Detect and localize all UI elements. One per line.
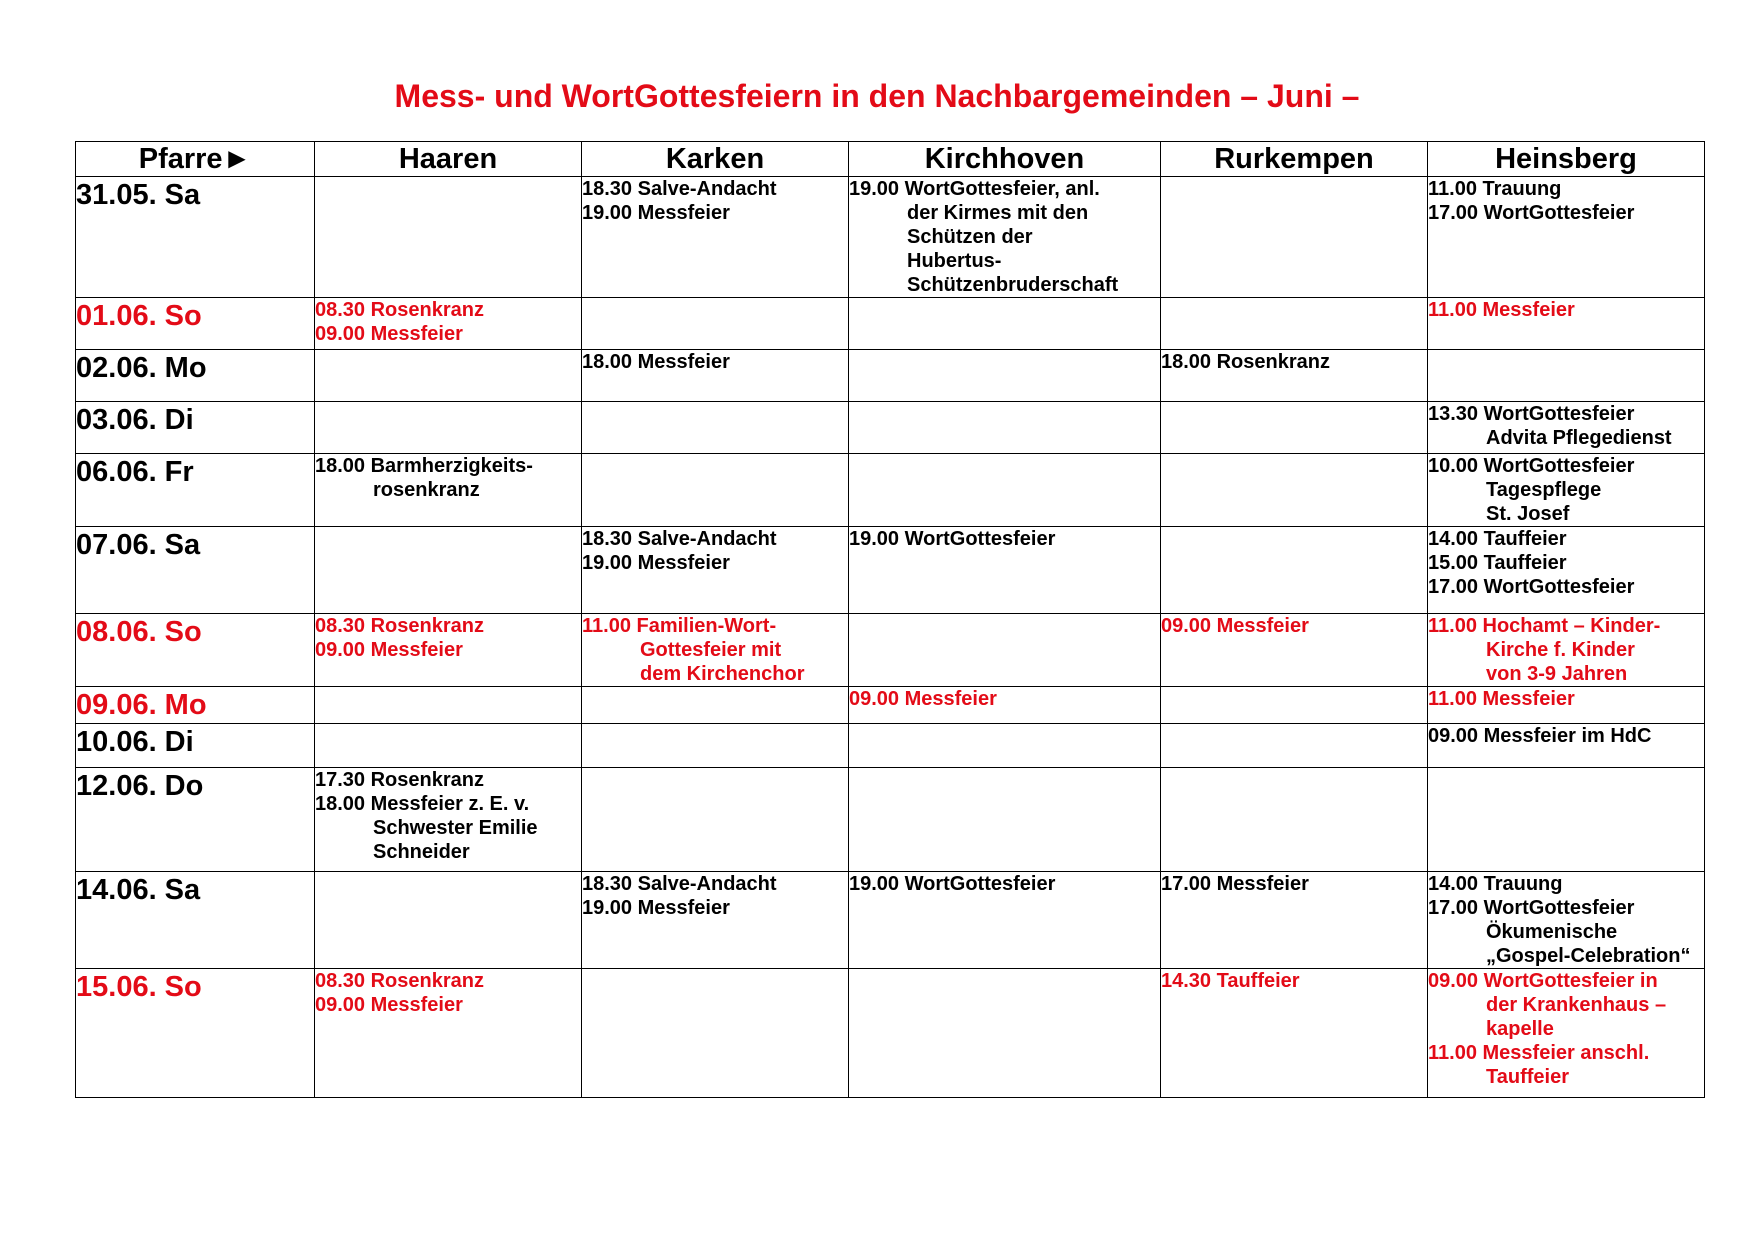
service-line: 11.00 Trauung: [1428, 178, 1562, 200]
service-cell-rurkempen: [1161, 724, 1428, 768]
service-line-continued: der Krankenhaus –: [1486, 994, 1667, 1016]
service-line-continued: Tagespflege: [1486, 479, 1602, 501]
service-entry: [1428, 872, 1704, 896]
service-line: 18.00 Messfeier: [582, 351, 730, 373]
service-entry: [1428, 1041, 1704, 1089]
service-entry: [315, 969, 581, 993]
service-entry: [582, 614, 848, 686]
schedule-row: [76, 527, 1705, 614]
service-entry: [315, 614, 581, 638]
service-entry: [315, 768, 581, 792]
service-entry: [582, 177, 848, 201]
schedule-row: [76, 350, 1705, 402]
service-line: 17.00 Messfeier: [1161, 873, 1309, 895]
service-entry: [582, 896, 848, 920]
service-line: 19.00 WortGottesfeier, anl.: [849, 178, 1100, 200]
service-line: 18.30 Salve-Andacht: [582, 178, 777, 200]
service-line: 11.00 Messfeier anschl.: [1428, 1042, 1650, 1064]
service-cell-heinsberg: [1428, 768, 1705, 872]
service-cell-heinsberg: [1428, 350, 1705, 402]
day-cell: 01.06. So: [76, 298, 315, 350]
service-cell-rurkempen: [1161, 298, 1428, 350]
service-cell-haaren: [315, 724, 582, 768]
service-entry: [849, 527, 1160, 551]
service-line: 18.00 Rosenkranz: [1161, 351, 1330, 373]
service-line: 15.00 Tauffeier: [1428, 552, 1567, 574]
service-cell-heinsberg: [1428, 969, 1705, 1098]
service-line: 09.00 WortGottesfeier in: [1428, 970, 1658, 992]
service-cell-heinsberg: [1428, 687, 1705, 724]
service-cell-kirchhoven: [849, 402, 1161, 454]
schedule-row: [76, 177, 1705, 298]
schedule-row: [76, 614, 1705, 687]
service-entry: [582, 872, 848, 896]
service-cell-rurkempen: [1161, 872, 1428, 969]
service-cell-rurkempen: [1161, 527, 1428, 614]
day-cell: 15.06. So: [76, 969, 315, 1098]
service-cell-haaren: [315, 768, 582, 872]
header-parish-heinsberg: Heinsberg: [1428, 142, 1705, 177]
service-cell-karken: [582, 527, 849, 614]
service-entry: [849, 872, 1160, 896]
service-line: 14.00 Trauung: [1428, 873, 1563, 895]
service-entry: [1428, 614, 1704, 686]
service-line: 18.30 Salve-Andacht: [582, 528, 777, 550]
service-line: 19.00 WortGottesfeier: [849, 528, 1056, 550]
service-entry: [1428, 969, 1704, 1041]
schedule-row: [76, 298, 1705, 350]
service-cell-rurkempen: [1161, 614, 1428, 687]
service-entry: [849, 687, 1160, 711]
schedule-table: [75, 141, 1705, 1098]
service-cell-heinsberg: [1428, 724, 1705, 768]
service-line: 18.00 Barmherzigkeits-: [315, 455, 533, 477]
service-entry: [1428, 575, 1704, 599]
service-cell-rurkempen: [1161, 768, 1428, 872]
service-entry: [1428, 177, 1704, 201]
service-line: 09.00 Messfeier: [315, 994, 463, 1016]
service-line-continued: kapelle: [1486, 1018, 1554, 1040]
schedule-row: [76, 454, 1705, 527]
service-entry: [315, 322, 581, 346]
service-line: 08.30 Rosenkranz: [315, 299, 484, 321]
service-line: 08.30 Rosenkranz: [315, 970, 484, 992]
service-entry: [1161, 614, 1427, 638]
service-entry: [582, 350, 848, 374]
service-line: 19.00 Messfeier: [582, 552, 730, 574]
service-entry: [315, 638, 581, 662]
service-line: 17.00 WortGottesfeier: [1428, 202, 1635, 224]
service-line-continued: Advita Pflegedienst: [1486, 427, 1672, 449]
service-line: 09.00 Messfeier: [315, 323, 463, 345]
service-entry: [1161, 969, 1427, 993]
service-line-continued: Gottesfeier mit: [640, 639, 782, 661]
day-cell: 09.06. Mo: [76, 687, 315, 724]
service-cell-heinsberg: [1428, 454, 1705, 527]
service-cell-kirchhoven: [849, 872, 1161, 969]
service-entry: [582, 201, 848, 225]
service-line-continued: Ökumenische: [1486, 921, 1618, 943]
service-line: 11.00 Messfeier: [1428, 688, 1575, 710]
service-line: 17.00 WortGottesfeier: [1428, 576, 1635, 598]
service-entry: [1161, 350, 1427, 374]
service-line-continued: der Kirmes mit den: [907, 202, 1089, 224]
service-entry: [1428, 454, 1704, 526]
service-cell-heinsberg: [1428, 527, 1705, 614]
service-line-continued: Tauffeier: [1486, 1066, 1569, 1088]
service-cell-kirchhoven: [849, 177, 1161, 298]
service-line: 09.00 Messfeier: [315, 639, 463, 661]
service-line: 10.00 WortGottesfeier: [1428, 455, 1635, 477]
day-cell: 07.06. Sa: [76, 527, 315, 614]
header-parish-karken: Karken: [582, 142, 849, 177]
service-line: 11.00 Familien-Wort-: [582, 615, 777, 637]
service-entry: [1428, 527, 1704, 551]
schedule-row: [76, 768, 1705, 872]
service-cell-haaren: [315, 614, 582, 687]
service-entry: [1428, 687, 1704, 711]
schedule-row: [76, 969, 1705, 1098]
service-entry: [1428, 402, 1704, 450]
service-cell-rurkempen: [1161, 177, 1428, 298]
day-cell: 10.06. Di: [76, 724, 315, 768]
service-cell-karken: [582, 724, 849, 768]
service-cell-heinsberg: [1428, 177, 1705, 298]
service-entry: [582, 551, 848, 575]
schedule-row: [76, 687, 1705, 724]
day-cell: 31.05. Sa: [76, 177, 315, 298]
day-cell: 14.06. Sa: [76, 872, 315, 969]
service-line-continued: Kirche f. Kinder: [1486, 639, 1635, 661]
service-entry: [1428, 551, 1704, 575]
service-entry: [1428, 201, 1704, 225]
service-cell-karken: [582, 614, 849, 687]
service-cell-heinsberg: [1428, 614, 1705, 687]
service-line-continued: Schützen der: [907, 226, 1033, 248]
service-cell-kirchhoven: [849, 614, 1161, 687]
service-cell-karken: [582, 768, 849, 872]
service-line: 08.30 Rosenkranz: [315, 615, 484, 637]
service-cell-rurkempen: [1161, 402, 1428, 454]
service-line-continued: Hubertus-: [907, 250, 1002, 272]
service-cell-haaren: [315, 527, 582, 614]
service-cell-kirchhoven: [849, 350, 1161, 402]
service-cell-rurkempen: [1161, 687, 1428, 724]
service-cell-kirchhoven: [849, 969, 1161, 1098]
service-cell-karken: [582, 687, 849, 724]
service-cell-karken: [582, 872, 849, 969]
service-cell-haaren: [315, 687, 582, 724]
service-line: 09.00 Messfeier im HdC: [1428, 725, 1652, 747]
service-cell-rurkempen: [1161, 350, 1428, 402]
service-line-continued: „Gospel-Celebration“: [1486, 945, 1691, 967]
service-cell-haaren: [315, 177, 582, 298]
service-line: 19.00 WortGottesfeier: [849, 873, 1056, 895]
service-line-continued: Schützenbruderschaft: [907, 274, 1119, 296]
service-entry: [315, 298, 581, 322]
service-cell-karken: [582, 177, 849, 298]
schedule-row: [76, 402, 1705, 454]
service-cell-kirchhoven: [849, 768, 1161, 872]
service-entry: [1428, 724, 1704, 748]
service-entry: [315, 792, 581, 864]
service-cell-kirchhoven: [849, 454, 1161, 527]
service-entry: [1428, 298, 1704, 322]
service-line-continued: rosenkranz: [373, 479, 480, 501]
service-entry: [315, 454, 581, 502]
service-cell-haaren: [315, 350, 582, 402]
service-cell-rurkempen: [1161, 454, 1428, 527]
service-entry: [849, 177, 1160, 297]
service-cell-kirchhoven: [849, 527, 1161, 614]
service-entry: [582, 527, 848, 551]
service-line: 19.00 Messfeier: [582, 202, 730, 224]
service-cell-karken: [582, 969, 849, 1098]
service-line: 11.00 Messfeier: [1428, 299, 1575, 321]
day-cell: 12.06. Do: [76, 768, 315, 872]
service-cell-haaren: [315, 402, 582, 454]
service-line: 19.00 Messfeier: [582, 897, 730, 919]
service-line: 09.00 Messfeier: [849, 688, 997, 710]
service-cell-heinsberg: [1428, 298, 1705, 350]
page-title: Mess- und WortGottesfeiern in den Nachbargemeinden – Juni –: [394, 78, 1360, 114]
schedule-row: [76, 724, 1705, 768]
schedule-row: [76, 872, 1705, 969]
service-cell-haaren: [315, 969, 582, 1098]
service-line: 11.00 Hochamt – Kinder-: [1428, 615, 1661, 637]
header-parish-rurkempen: Rurkempen: [1161, 142, 1428, 177]
service-line-continued: St. Josef: [1486, 503, 1570, 525]
header-corner: Pfarre►: [76, 142, 315, 177]
service-line-continued: von 3-9 Jahren: [1486, 663, 1628, 685]
header-row: [76, 142, 1705, 177]
service-line: 17.00 WortGottesfeier: [1428, 897, 1635, 919]
header-parish-haaren: Haaren: [315, 142, 582, 177]
header-parish-kirchhoven: Kirchhoven: [849, 142, 1161, 177]
service-cell-rurkempen: [1161, 969, 1428, 1098]
service-cell-karken: [582, 454, 849, 527]
service-cell-karken: [582, 350, 849, 402]
service-cell-heinsberg: [1428, 872, 1705, 969]
service-line: 13.30 WortGottesfeier: [1428, 403, 1635, 425]
service-line: 17.30 Rosenkranz: [315, 769, 484, 791]
service-cell-karken: [582, 298, 849, 350]
service-cell-karken: [582, 402, 849, 454]
service-line: 14.30 Tauffeier: [1161, 970, 1300, 992]
service-cell-kirchhoven: [849, 687, 1161, 724]
service-line: 14.00 Tauffeier: [1428, 528, 1567, 550]
service-line-continued: dem Kirchenchor: [640, 663, 805, 685]
service-cell-haaren: [315, 872, 582, 969]
day-cell: 06.06. Fr: [76, 454, 315, 527]
service-cell-kirchhoven: [849, 298, 1161, 350]
service-cell-haaren: [315, 454, 582, 527]
service-line: 18.30 Salve-Andacht: [582, 873, 777, 895]
service-cell-kirchhoven: [849, 724, 1161, 768]
service-cell-heinsberg: [1428, 402, 1705, 454]
service-line: 18.00 Messfeier z. E. v.: [315, 793, 530, 815]
day-cell: 02.06. Mo: [76, 350, 315, 402]
day-cell: 03.06. Di: [76, 402, 315, 454]
service-line-continued: Schwester Emilie: [373, 817, 538, 839]
service-cell-haaren: [315, 298, 582, 350]
day-cell: 08.06. So: [76, 614, 315, 687]
service-line: 09.00 Messfeier: [1161, 615, 1309, 637]
service-entry: [315, 993, 581, 1017]
service-line-continued: Schneider: [373, 841, 470, 863]
service-entry: [1428, 896, 1704, 968]
service-entry: [1161, 872, 1427, 896]
